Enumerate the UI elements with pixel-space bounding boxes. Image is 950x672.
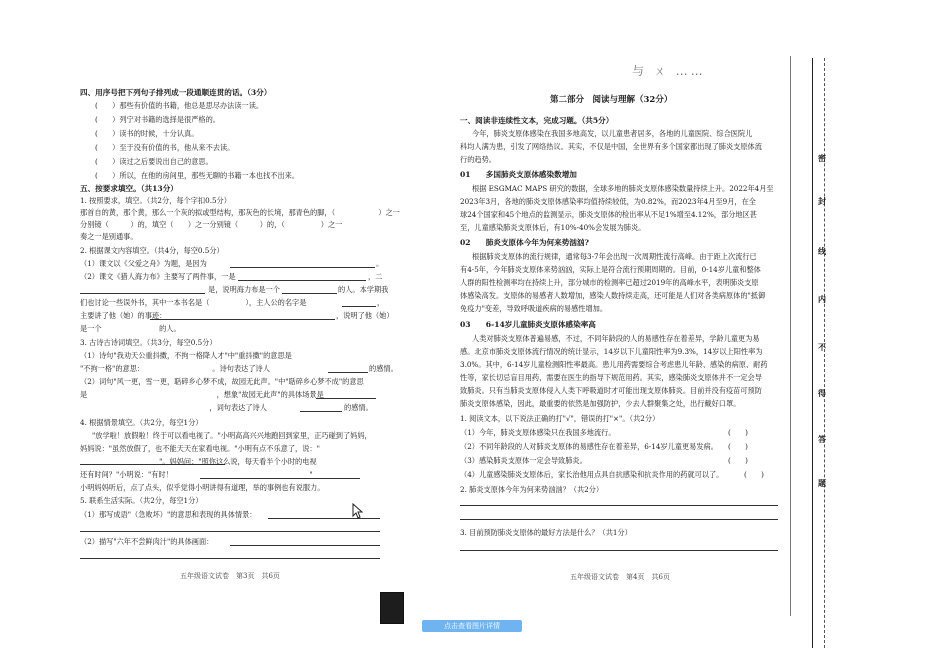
true-false-item: （1）今年，肺炎支原体感染只在我国多地流行。 — [460, 428, 616, 437]
answer-line[interactable] — [80, 531, 380, 532]
intro-text: 行的趋势。 — [460, 155, 496, 164]
question-2: 2. 根据课文内容填空。（共4分，每空0.5分） — [80, 246, 224, 255]
answer-line[interactable] — [238, 280, 366, 281]
sentence-item: ( ）至于没有价值的书，他从来不去读。 — [95, 143, 235, 152]
answer-paren[interactable]: ( ) — [728, 442, 748, 451]
question-1: 1. 按照要求，填空。（共2分，每个字扣0.5分） — [80, 196, 231, 205]
binding-strip — [812, 58, 832, 648]
subsection-03-text: 致肺炎。只有当肺炎支原体侵入人类下呼吸道时才可能出现支原体肺炎。目前并没有疫苗可预防 — [460, 386, 762, 395]
true-false-item: （3）感染肺炎支原体一定会导致肺炎。 — [460, 456, 587, 465]
answer-line[interactable] — [328, 372, 368, 373]
answer-line[interactable] — [300, 411, 342, 412]
answer-line[interactable] — [80, 293, 205, 294]
question-4: 4. 根据情景填空。（共2分，每空1分） — [80, 418, 203, 427]
question-3-text: （2）词句"风一更，雪一更，聒碎乡心梦不成，故园无此声。"中"聒碎乡心梦不成"的意思 — [80, 377, 364, 386]
right-page — [460, 0, 800, 672]
page-edge — [790, 56, 791, 616]
sentence-item: ( ）列宁对书籍的选择是很严格的。 — [95, 115, 220, 124]
handwritten-scribble: 与 ㄨ …… — [632, 64, 706, 78]
question-3-tail: 的感情。 — [344, 403, 373, 412]
subsection-01-title: 01 多国肺炎支原体感染数增加 — [460, 170, 577, 179]
subsection-01-text: 根据 ESGMAC MAPS 研究的数据，全球多地的肺炎支原体感染数量持续上升。2022年4月至 — [472, 184, 774, 193]
sentence-item: ( ）读过之后要说出自己的意思。 — [95, 157, 213, 166]
question-2-text: （1）课文以《父爱之舟》为题，是因为 — [80, 259, 207, 268]
question-5-text: （2）描写"六年不尝鲜肉汁"的具体画面： — [80, 537, 214, 546]
intro-text: 科均人满为患，引发了网络热议。其实，不仅是中国，全世界有多个国家都出现了肺炎支原体流 — [460, 142, 762, 151]
subsection-02-text: 人群的阳性检测率均在持续上升，部分城市的检测率已超过2019年的高峰水平，表明肺炎支原 — [460, 278, 759, 287]
cursor-icon — [352, 503, 364, 519]
question-1-text: 那首自的黄，那个黄，那么一个灰的拟或型结构，那灰色的长境，那青色的脚，（ ）之一 — [80, 208, 400, 217]
answer-line[interactable] — [80, 558, 380, 559]
left-page — [0, 0, 460, 672]
question-3-text: ，词句表达了诗人 — [80, 403, 267, 412]
question-2-text: 们也讨论一些误外书，其中一本书名是（ ），主人公的名字是 — [80, 298, 307, 307]
sentence-item: ( ）所以，在他的房间里，那些无聊的书籍一本也找不出来。 — [95, 171, 300, 180]
question-1-text: 奏之一是别通事。 — [80, 232, 138, 241]
question-2-text: 主要讲了他（她）的事迹： — [80, 311, 167, 320]
question-2-text: （2）课文《猎人海力布》主要写了两件事，一是 — [80, 272, 236, 281]
question-2-tail: 的人。本学期我 — [338, 285, 389, 294]
question-2-tail: ，说明了他（她） — [336, 311, 394, 320]
binding-char: 线 — [818, 246, 826, 256]
question-4-text: 还有时间？"小明说："有时！ " — [80, 470, 313, 479]
subsection-03-text: 性等，家长切忌盲目用药，需要在医生的指导下规范用药。其实，感染肺炎支原体并不一定会导 — [460, 373, 762, 382]
binding-char: 封 — [818, 196, 826, 206]
question-2-text: 是一个 的人。 — [80, 324, 181, 333]
question-3-text: 是 ，想象"故园无此声"的具体场景是 — [80, 390, 324, 399]
question-2-tail: ，二 — [368, 272, 383, 281]
subsection-03-text: 感。北京市肺炎支原体流行情况的统计显示，14岁以下儿童阳性率为9.3%，14岁以上阳性率为 — [460, 347, 763, 356]
reading-section-title: 一、阅读非连续性文本，完成习题。（共5分） — [460, 116, 614, 125]
page-footer-left: 五年级语文试卷 第3页 共6页 — [180, 572, 280, 580]
binding-char: 答 — [818, 434, 826, 444]
question-2-tail: 。 — [376, 259, 384, 268]
question-r2: 2. 肺炎支原体今年为何来势汹汹？（共2分） — [460, 485, 604, 494]
subsection-03-title: 03 6-14岁儿童肺炎支原体感染率高 — [460, 320, 596, 329]
subsection-03-text: 肺炎支原体感染，因此，最重要的依然是加强防护，少去人群聚集之处，出行戴好口罩。 — [460, 399, 741, 408]
view-image-details-button[interactable]: 点击查看图片详情 — [422, 620, 522, 632]
answer-line[interactable] — [230, 545, 380, 546]
answer-paren[interactable]: ( ) — [728, 456, 748, 465]
answer-line[interactable] — [316, 398, 376, 399]
section4-title: 四、用序号把下列句子排列成一段通顺连贯的话。（3分） — [80, 88, 272, 97]
answer-line[interactable] — [200, 478, 360, 479]
subsection-03-text: 3.0%。其中，6-14岁儿童检测阳性率最高。患儿用药需要综合考虑患儿年龄、感染的病原、耐药 — [460, 360, 768, 369]
question-5: 5. 联系生活实际。（共2分，每空1分） — [80, 496, 203, 505]
answer-paren[interactable]: ( ) — [728, 428, 748, 437]
subsection-01-text: 2023年3月，各地的肺炎支原体感染率均值持续较低，为0.82%，而2023年4月至9月，在全 — [460, 197, 756, 206]
question-2-tail: ， — [377, 298, 385, 307]
page-footer-right: 五年级语文试卷 第4页 共6页 — [570, 573, 670, 581]
answer-line[interactable] — [460, 550, 778, 551]
subsection-03-text: 人类对肺炎支原体普遍易感，不过，不同年龄段的人的易感性存在着差异，学龄儿童更为易 — [472, 334, 760, 343]
true-false-item: （2）不同年龄段的人对肺炎支原体的易感性存在着差异，6-14岁儿童更易发病。 — [460, 442, 718, 451]
question-3-text: （1）诗句"我劝天公重抖擞，不拘一格降人才"中"重抖擞"的意思是 — [80, 351, 292, 360]
binding-char: 内 — [818, 294, 826, 304]
subsection-02-text: 免疫力"变差，导致呼吸道疾病的易感性增加。 — [460, 304, 608, 313]
sentence-item: ( ）读书的时候，十分认真。 — [95, 129, 199, 138]
answer-line[interactable] — [460, 519, 778, 520]
answer-line[interactable] — [150, 319, 335, 320]
subsection-02-text: 根据肺炎支原体的流行规律，通常每3-7年会出现一次周期性流行高峰。由于距上次流行已 — [472, 252, 757, 261]
question-3-text: "不拘一格"的意思： 。诗句表达了诗人 — [80, 364, 270, 373]
question-4-text: 妈妈说："虽然放假了，也不能天天在家看电视。"小明有点不乐意了，说：" — [80, 444, 320, 453]
answer-paren[interactable]: ( ) — [744, 470, 764, 479]
true-false-item: （4）儿童感染肺炎支原体后，家长治他用点具自抗感染和抗炎作用的药就可以了。 — [460, 470, 724, 479]
question-4-text: "。妈妈问："照你这么说，每天看半个小时的电视 — [80, 457, 317, 466]
qr-code-image — [380, 592, 404, 624]
subsection-02-title: 02 肺炎支原体今年为何来势汹汹? — [460, 238, 589, 247]
question-1-text: 分别镜（ ）的，填空（ ）之一分别镜（ ）的，（ ）之一 — [80, 220, 343, 229]
question-4-text: "放学啦！放假啦！终于可以看电视了。"小明高高兴兴地跑回到家里，正巧碰到了妈妈， — [92, 431, 372, 440]
binding-char: 不 — [818, 342, 826, 352]
answer-line[interactable] — [342, 306, 376, 307]
part-title: 第二部分 阅读与理解（32分） — [550, 95, 673, 105]
subsection-01-text: 球24个国家和45个地点的监测显示，肺炎支原体的检出率从不足1%增至4.12%，部分地区甚 — [460, 210, 757, 219]
intro-text: 今年，肺炎支原体感染在我国多地高发，以儿童患者居多，各地的儿童医院、综合医院儿 — [472, 129, 753, 138]
binding-char: 题 — [818, 478, 826, 488]
question-2-text: 是，说明海力布是一个 — [208, 285, 280, 294]
question-3: 3. 古诗古诗词填空。（共3分，每空0.5分） — [80, 338, 217, 347]
question-r3: 3. 目前预防肺炎支原体的最好方法是什么？（共1分） — [460, 528, 632, 537]
binding-char: 密 — [818, 153, 826, 163]
binding-char: 得 — [818, 388, 826, 398]
question-3-tail: 的感情。 — [369, 364, 398, 373]
question-5-text: （1）那写成语"（急败坏）"的意思和表现的具体情景： — [80, 510, 257, 519]
section5-title: 五、按要求填空。（共13分） — [80, 184, 178, 193]
subsection-02-text: 体感染高发。支原体的易感者人数增加，感染人数持续走高，还可能是人们对各类病原体的"抵御 — [460, 291, 766, 300]
question-4-text: 小明妈妈听后，点了点头，似乎觉得小明讲得有道理，举的事例也有说服力。 — [80, 483, 325, 492]
subsection-01-text: 至，儿童感染肺炎支原体后，有10%-40%会发展为肺炎。 — [460, 223, 646, 232]
question-r1: 1. 阅读文本，以下说法正确的打"√"，错误的打"×"。（共2分） — [460, 414, 660, 423]
answer-line[interactable] — [282, 293, 337, 294]
answer-line[interactable] — [460, 505, 778, 506]
subsection-02-text: 有4-5年，今年肺炎支原体来势汹汹，实际上是符合流行预期周期的。目前，0-14岁儿童和整体 — [460, 265, 761, 274]
sentence-item: ( ）那些有价值的书籍，他总是思尽办法读一读。 — [95, 101, 264, 110]
answer-line[interactable] — [230, 267, 375, 268]
